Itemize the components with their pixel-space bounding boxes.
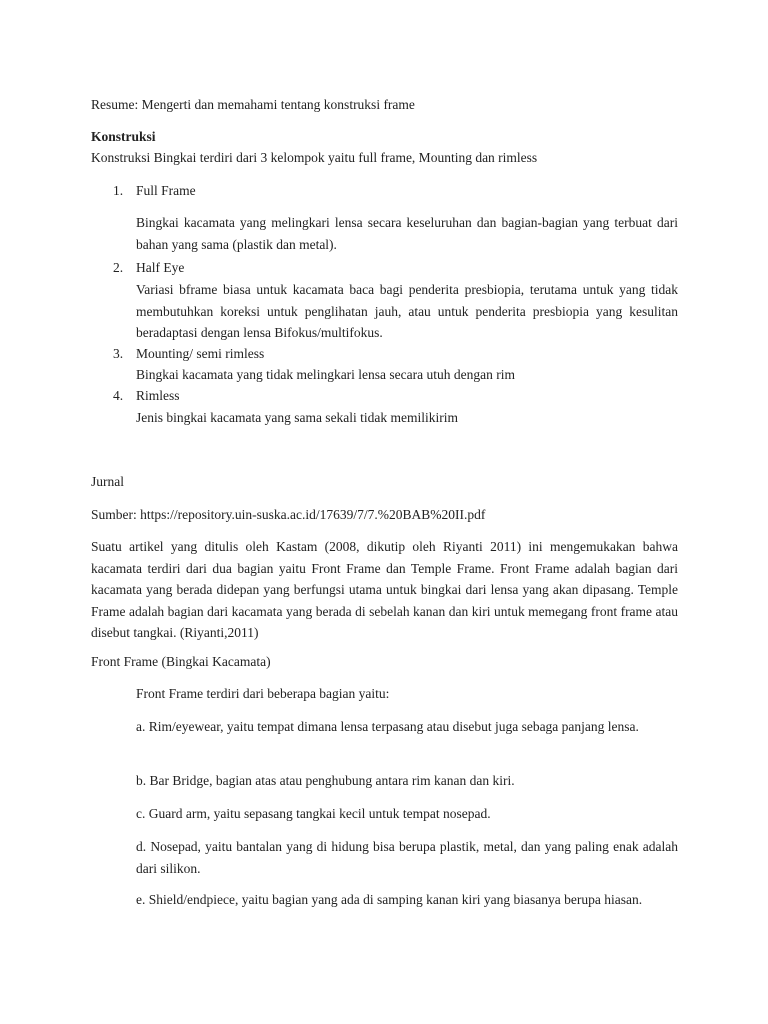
list-item: d. Nosepad, yaitu bantalan yang di hidung bisa berupa plastik, metal, dan yang paling enak adalah dari silikon.: [136, 839, 678, 876]
list-item-title: Full Frame: [136, 183, 196, 198]
list-item-number: 4.: [113, 388, 124, 403]
list-item-description: Jenis bingkai kacamata yang sama sekali tidak memilikirim: [136, 410, 459, 425]
list-item-title: Rimless: [136, 388, 180, 403]
list-item-description: Bingkai kacamata yang tidak melingkari lensa secara utuh dengan rim: [136, 367, 515, 382]
list-item: c. Guard arm, yaitu sepasang tangkai kecil untuk tempat nosepad.: [136, 806, 491, 821]
source-line: Sumber: https://repository.uin-suska.ac.id/17639/7/7.%20BAB%20II.pdf: [91, 507, 486, 522]
list-item: a. Rim/eyewear, yaitu tempat dimana lensa terpasang atau disebut juga sebaga panjang lensa.: [136, 719, 639, 734]
list-item: e. Shield/endpiece, yaitu bagian yang ada di samping kanan kiri yang biasanya berupa hiasan.: [136, 892, 643, 907]
konstruksi-intro: Konstruksi Bingkai terdiri dari 3 kelompok yaitu full frame, Mounting dan rimless: [91, 150, 538, 165]
list-item: b. Bar Bridge, bagian atas atau penghubung antara rim kanan dan kiri.: [136, 773, 515, 788]
konstruksi-heading: Konstruksi: [91, 129, 156, 144]
jurnal-heading: Jurnal: [91, 474, 124, 489]
list-item-title: Mounting/ semi rimless: [136, 346, 265, 361]
front-frame-heading: Front Frame (Bingkai Kacamata): [91, 654, 271, 669]
jurnal-paragraph: Suatu artikel yang ditulis oleh Kastam (2008, dikutip oleh Riyanti 2011) ini mengemukakan bahwa kacamata terdiri dari dua bagian yaitu Front Frame dan Temple Frame. Front Frame adalah bagian dari kacamata yang berada didepan yang berfungsi utama untuk bingkai dari lensa yang akan dipasang. Temple Frame adalah bagian dari kacamata yang berada di sebelah kanan dan kiri untuk memegang front frame atau disebut tangkai. (Riyanti,2011): [91, 539, 678, 640]
list-item-description: Variasi bframe biasa untuk kacamata baca bagi penderita presbiopia, terutama untuk yang tidak membutuhkan koreksi untuk penglihatan jauh, atau untuk penderita presbiopia yang kesulitan beradaptasi dengan lensa Bifokus/multifokus.: [136, 282, 678, 340]
front-frame-intro: Front Frame terdiri dari beberapa bagian yaitu:: [136, 686, 390, 701]
list-item-number: 1.: [113, 183, 124, 198]
list-item-description: Bingkai kacamata yang melingkari lensa secara keseluruhan dan bagian-bagian yang terbuat dari bahan yang sama (plastik dan metal).: [136, 215, 678, 252]
resume-line: Resume: Mengerti dan memahami tentang konstruksi frame: [91, 97, 415, 112]
list-item-number: 3.: [113, 346, 124, 361]
list-item-number: 2.: [113, 260, 124, 275]
list-item-title: Half Eye: [136, 260, 185, 275]
